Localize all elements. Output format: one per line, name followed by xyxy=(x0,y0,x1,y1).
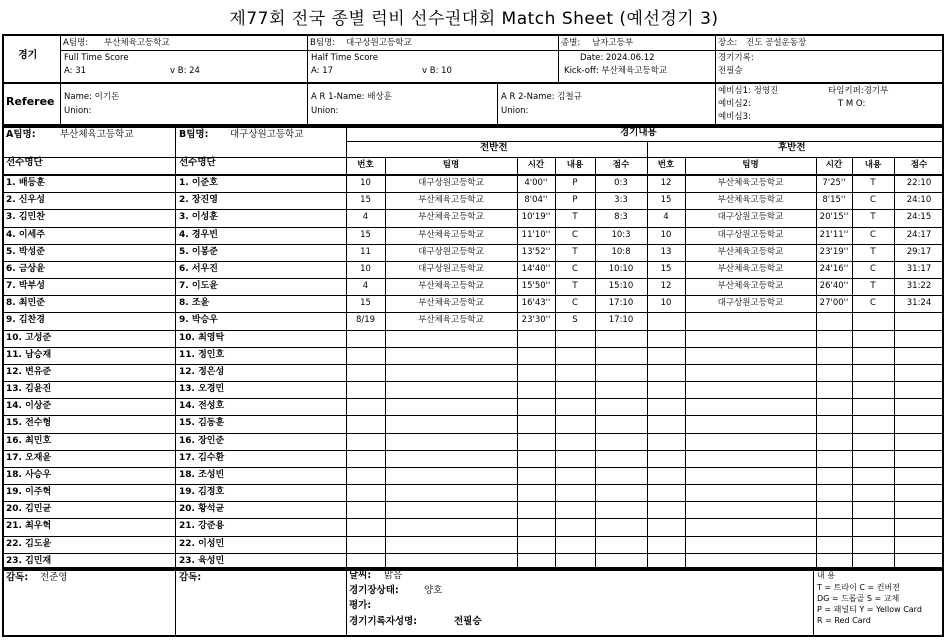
field-condition-value: 양호 xyxy=(424,585,443,596)
team-b-name-label: B팀명: xyxy=(179,129,209,140)
second-half-event-1-col-3: T xyxy=(870,178,876,188)
first-half-event-7-col-1: 부산체육고등학교 xyxy=(418,281,484,291)
second-half-event-6-col-2: 24'16'' xyxy=(819,264,849,274)
row-line xyxy=(2,553,944,554)
reserve-referee-2: 예비심2: xyxy=(718,99,751,109)
second-half-event-4-col-2: 21'11'' xyxy=(819,230,849,240)
first-half-header-4: 점수 xyxy=(612,160,630,170)
row-line xyxy=(2,484,944,485)
row-line xyxy=(2,433,944,434)
second-half-event-8-col-4: 31:24 xyxy=(906,298,932,308)
first-half-header-3: 내용 xyxy=(566,160,584,170)
row-line xyxy=(2,364,944,365)
first-half-event-7-col-3: T xyxy=(572,281,578,291)
row-line xyxy=(2,347,944,348)
team-a-player-6: 6. 금상윤 xyxy=(6,264,45,274)
record-writer-name: 전필승 xyxy=(454,616,482,627)
legend-line-4: R = Red Card xyxy=(817,616,871,625)
first-half-event-1-col-4: 0:3 xyxy=(614,178,628,188)
full-time-score-a: A: 31 xyxy=(64,66,87,76)
team-a-player-8: 8. 최민준 xyxy=(6,298,45,308)
row-line xyxy=(2,381,944,382)
team-a-player-5: 5. 박성준 xyxy=(6,247,45,257)
row-line xyxy=(2,518,944,519)
team-b-player-10: 10. 최영탁 xyxy=(179,333,225,343)
second-half-event-7-col-4: 31:22 xyxy=(906,281,932,291)
row-line xyxy=(2,467,944,468)
team-a-player-22: 22. 김도윤 xyxy=(6,539,52,549)
second-half-event-1-col-0: 12 xyxy=(660,178,672,188)
first-half-event-4-col-0: 15 xyxy=(360,230,371,240)
second-half-event-6-col-3: C xyxy=(870,264,876,274)
legend-title: 내 용 xyxy=(817,571,835,580)
second-half-event-1-col-1: 부산체육고등학교 xyxy=(717,178,784,188)
team-a-player-12: 12. 변유준 xyxy=(6,367,52,377)
first-half-event-3-col-3: T xyxy=(572,212,578,222)
team-a-player-7: 7. 박부성 xyxy=(6,281,45,291)
first-half-event-6-col-2: 14'40'' xyxy=(521,264,551,274)
second-half-event-5-col-3: T xyxy=(870,247,876,257)
team-b-player-3: 3. 이성훈 xyxy=(179,212,218,222)
team-a-player-18: 18. 사승우 xyxy=(6,470,52,480)
match-label: 경기 xyxy=(18,50,38,61)
full-time-score-b: v B: 24 xyxy=(170,66,200,76)
second-half-event-7-col-3: T xyxy=(870,281,876,291)
first-half-event-8-col-4: 17:10 xyxy=(608,298,634,308)
first-half-event-5-col-4: 10:8 xyxy=(611,247,631,257)
ar2-name: A R 2-Name: 김철규 xyxy=(501,92,582,102)
second-half-title: 후반전 xyxy=(778,142,806,153)
half-time-label: Half Time Score xyxy=(311,53,378,63)
second-half-event-4-col-4: 24:17 xyxy=(906,230,932,240)
team-b-player-7: 7. 이도윤 xyxy=(179,281,218,291)
second-half-event-5-col-1: 부산체육고등학교 xyxy=(717,247,784,257)
first-half-event-8-col-2: 16'43'' xyxy=(521,298,551,308)
referee-label: Referee xyxy=(6,95,55,108)
first-half-event-2-col-2: 8'04'' xyxy=(524,195,548,205)
team-a-player-9: 9. 김찬경 xyxy=(6,315,45,325)
first-half-event-8-col-3: C xyxy=(572,298,578,308)
team-b-player-2: 2. 장진영 xyxy=(179,195,218,205)
first-half-event-8-col-0: 15 xyxy=(360,298,371,308)
ar1-name: A R 1-Name: 배상훈 xyxy=(311,92,392,102)
weather-label: 날씨: xyxy=(349,570,372,581)
team-b-player-8: 8. 조윤 xyxy=(179,298,210,308)
reserve-referee-1: 예비심1: 정영진 xyxy=(718,86,779,96)
reserve-referee-3: 예비심3: xyxy=(718,112,751,122)
first-half-event-9-col-0: 8/19 xyxy=(355,315,376,325)
second-half-event-7-col-0: 12 xyxy=(660,281,672,291)
second-half-event-3-col-4: 24:15 xyxy=(906,212,932,222)
match-date: Date: 2024.06.12 xyxy=(580,53,655,63)
first-half-event-5-col-0: 11 xyxy=(360,247,371,257)
first-half-event-7-col-4: 15:10 xyxy=(608,281,634,291)
referee-union: Union: xyxy=(64,106,92,116)
team-a-player-1: 1. 배등훈 xyxy=(6,178,45,188)
first-half-event-4-col-3: C xyxy=(572,230,578,240)
team-a-player-header: 선수명단 xyxy=(6,157,43,168)
team-b-player-14: 14. 전성호 xyxy=(179,401,225,411)
first-half-header-2: 시간 xyxy=(527,160,545,170)
coach-a-label: 감독: xyxy=(6,572,29,583)
first-half-event-1-col-0: 10 xyxy=(360,178,371,188)
first-half-event-2-col-3: P xyxy=(572,195,578,205)
grid-line xyxy=(346,141,944,142)
record-writer-label: 경기기록자성명: xyxy=(349,616,418,627)
field-condition-label: 경기장상태: xyxy=(349,585,399,596)
team-a-player-11: 11. 남승재 xyxy=(6,350,52,360)
second-half-event-2-col-4: 24:10 xyxy=(906,195,932,205)
team-b-player-19: 19. 김정호 xyxy=(179,487,225,497)
first-half-header-0: 번호 xyxy=(357,160,374,170)
second-half-event-5-col-2: 23'19'' xyxy=(819,247,849,257)
second-half-header-2: 시간 xyxy=(825,160,843,170)
team-a-player-14: 14. 이상준 xyxy=(6,401,52,411)
second-half-event-3-col-2: 20'15'' xyxy=(819,212,849,222)
ar2-union: Union: xyxy=(501,106,529,116)
coach-b-label: 감독: xyxy=(179,572,202,583)
first-half-event-2-col-0: 15 xyxy=(360,195,371,205)
second-half-event-1-col-4: 22:10 xyxy=(906,178,932,188)
team-b-player-20: 20. 황석균 xyxy=(179,504,225,514)
page-title: 제77회 전국 종별 럭비 선수권대회 Match Sheet (예선경기 3) xyxy=(229,9,719,29)
second-half-event-2-col-2: 8'15'' xyxy=(822,195,846,205)
second-half-event-6-col-0: 15 xyxy=(660,264,672,274)
team-a-player-20: 20. 김민균 xyxy=(6,504,52,514)
team-b-player-5: 5. 이봉준 xyxy=(179,247,218,257)
second-half-event-5-col-0: 13 xyxy=(660,247,672,257)
second-half-header-0: 번호 xyxy=(657,160,675,170)
legend-line-2: DG = 드롭골 S = 교체 xyxy=(817,594,900,603)
half-time-score-a: A: 17 xyxy=(311,66,334,76)
second-half-event-4-col-3: C xyxy=(870,230,876,240)
first-half-event-6-col-1: 대구상원고등학교 xyxy=(418,264,484,274)
first-half-event-5-col-3: T xyxy=(572,247,578,257)
team-a-label: A팀명: xyxy=(63,38,89,48)
legend-line-3: P = 패널티 Y = Yellow Card xyxy=(817,605,922,614)
second-half-event-7-col-2: 26'40'' xyxy=(819,281,849,291)
referee-name: Name: 이기돈 xyxy=(64,92,120,102)
team-b-name: 대구상원고등학교 xyxy=(346,38,412,48)
first-half-event-1-col-1: 대구상원고등학교 xyxy=(418,178,484,188)
team-b-player-23: 23. 육성민 xyxy=(179,556,225,566)
row-line xyxy=(2,415,944,416)
second-half-event-5-col-4: 29:17 xyxy=(906,247,932,257)
team-a-player-4: 4. 이세주 xyxy=(6,230,45,240)
first-half-event-6-col-4: 10:10 xyxy=(608,264,634,274)
team-b-player-13: 13. 오경민 xyxy=(179,384,225,394)
team-b-player-17: 17. 김수환 xyxy=(179,453,225,463)
timekeeper: 타임키퍼:경기부 xyxy=(828,86,889,96)
venue-value: 진도 공설운동장 xyxy=(746,38,807,48)
first-half-header-1: 팀명 xyxy=(442,160,460,170)
team-a-player-10: 10. 고성준 xyxy=(6,333,52,343)
first-half-event-5-col-2: 13'52'' xyxy=(521,247,551,257)
team-b-player-9: 9. 박승우 xyxy=(179,315,218,325)
team-a-name-label: A팀명: xyxy=(6,129,36,140)
team-a-player-13: 13. 김윤진 xyxy=(6,384,52,394)
first-half-event-8-col-1: 부산체육고등학교 xyxy=(418,298,484,308)
ar1-union: Union: xyxy=(311,106,339,116)
legend-line-1: T = 트라이 C = 컨버젼 xyxy=(817,583,900,592)
team-b-player-21: 21. 강준용 xyxy=(179,521,225,531)
first-half-title: 전반전 xyxy=(480,142,508,153)
team-a-player-23: 23. 김민재 xyxy=(6,556,52,566)
first-half-event-5-col-1: 대구상원고등학교 xyxy=(418,247,484,257)
team-b-label: B팀명: xyxy=(310,38,336,48)
second-half-event-4-col-1: 대구상원고등학교 xyxy=(717,230,784,240)
team-b-roster-name: 대구상원고등학교 xyxy=(230,129,304,140)
team-a-name: 부산체육고등학교 xyxy=(104,38,170,48)
first-half-event-1-col-2: 4'00'' xyxy=(524,178,548,188)
row-line xyxy=(2,536,944,537)
row-line xyxy=(2,450,944,451)
team-a-player-17: 17. 오재윤 xyxy=(6,453,52,463)
team-a-player-21: 21. 최우혁 xyxy=(6,521,52,531)
first-half-event-2-col-4: 3:3 xyxy=(614,195,628,205)
second-half-event-8-col-1: 대구상원고등학교 xyxy=(717,298,784,308)
first-half-event-3-col-4: 8:3 xyxy=(614,212,628,222)
first-half-event-1-col-3: P xyxy=(572,178,578,188)
first-half-event-7-col-0: 4 xyxy=(362,281,369,291)
category-label: 종별: xyxy=(561,38,581,48)
team-b-player-1: 1. 이준호 xyxy=(179,178,218,188)
recorder-name: 전필승 xyxy=(718,66,743,76)
weather-value: 맑음 xyxy=(384,570,403,581)
second-half-event-8-col-2: 27'00'' xyxy=(819,298,849,308)
tmo: T M O: xyxy=(838,99,866,109)
first-half-event-7-col-2: 15'50'' xyxy=(521,281,551,291)
team-b-player-header: 선수명단 xyxy=(179,157,216,168)
row-line xyxy=(2,330,944,331)
first-half-event-6-col-3: C xyxy=(572,264,578,274)
team-b-player-22: 22. 이성민 xyxy=(179,539,225,549)
second-half-event-1-col-2: 7'25'' xyxy=(822,178,846,188)
recorder-label: 경기기록: xyxy=(718,53,754,63)
team-a-player-2: 2. 신우성 xyxy=(6,195,45,205)
event-code-legend xyxy=(817,582,922,626)
first-half-event-3-col-0: 4 xyxy=(362,212,369,222)
coach-a-name: 전준영 xyxy=(40,572,68,583)
second-half-event-2-col-3: C xyxy=(870,195,876,205)
first-half-event-9-col-3: S xyxy=(572,315,578,325)
second-half-event-7-col-1: 부산체육고등학교 xyxy=(717,281,784,291)
first-half-event-6-col-0: 10 xyxy=(360,264,371,274)
half-time-score-b: v B: 10 xyxy=(422,66,452,76)
team-a-player-15: 15. 전수형 xyxy=(6,418,52,428)
first-half-event-4-col-1: 부산체육고등학교 xyxy=(418,230,484,240)
first-half-event-9-col-1: 부산체육고등학교 xyxy=(418,315,484,325)
row-line xyxy=(2,398,944,399)
events-section-title: 경기내용 xyxy=(620,127,657,138)
second-half-event-2-col-1: 부산체육고등학교 xyxy=(717,195,784,205)
second-half-event-3-col-1: 대구상원고등학교 xyxy=(717,212,784,222)
first-half-event-4-col-2: 11'10'' xyxy=(521,230,551,240)
second-half-event-3-col-3: T xyxy=(870,212,876,222)
first-half-event-9-col-2: 23'30'' xyxy=(521,315,551,325)
kickoff: Kick-off: 부산체육고등학교 xyxy=(564,66,668,76)
first-half-event-9-col-4: 17:10 xyxy=(608,315,634,325)
second-half-event-3-col-0: 4 xyxy=(663,212,669,222)
second-half-header-4: 점수 xyxy=(910,160,928,170)
team-a-player-16: 16. 최민호 xyxy=(6,436,52,446)
team-b-player-11: 11. 정인호 xyxy=(179,350,225,360)
category-value: 남자고등부 xyxy=(592,38,634,48)
second-half-event-6-col-4: 31:17 xyxy=(906,264,932,274)
first-half-event-3-col-2: 10'19'' xyxy=(521,212,551,222)
first-half-event-4-col-4: 10:3 xyxy=(611,230,631,240)
full-time-label: Full Time Score xyxy=(64,53,129,63)
team-b-player-15: 15. 김동훈 xyxy=(179,418,225,428)
second-half-event-6-col-1: 부산체육고등학교 xyxy=(717,264,784,274)
team-a-roster-name: 부산체육고등학교 xyxy=(60,129,134,140)
row-line xyxy=(2,501,944,502)
second-half-event-8-col-0: 10 xyxy=(660,298,672,308)
second-half-event-4-col-0: 10 xyxy=(660,230,672,240)
team-b-player-18: 18. 조성빈 xyxy=(179,470,225,480)
first-half-event-3-col-1: 부산체육고등학교 xyxy=(418,212,484,222)
team-b-player-16: 16. 장인준 xyxy=(179,436,225,446)
evaluation-label: 평가: xyxy=(349,600,372,611)
team-a-player-3: 3. 김민찬 xyxy=(6,212,45,222)
second-half-event-8-col-3: C xyxy=(870,298,876,308)
second-half-header-1: 팀명 xyxy=(742,160,759,170)
venue-label: 장소: xyxy=(718,38,738,48)
first-half-event-2-col-1: 부산체육고등학교 xyxy=(418,195,484,205)
team-b-player-6: 6. 서우진 xyxy=(179,264,218,274)
team-b-player-4: 4. 경우빈 xyxy=(179,230,218,240)
second-half-event-2-col-0: 15 xyxy=(660,195,672,205)
second-half-header-3: 내용 xyxy=(864,160,882,170)
team-b-player-12: 12. 정은성 xyxy=(179,367,225,377)
team-a-player-19: 19. 이주혁 xyxy=(6,487,52,497)
